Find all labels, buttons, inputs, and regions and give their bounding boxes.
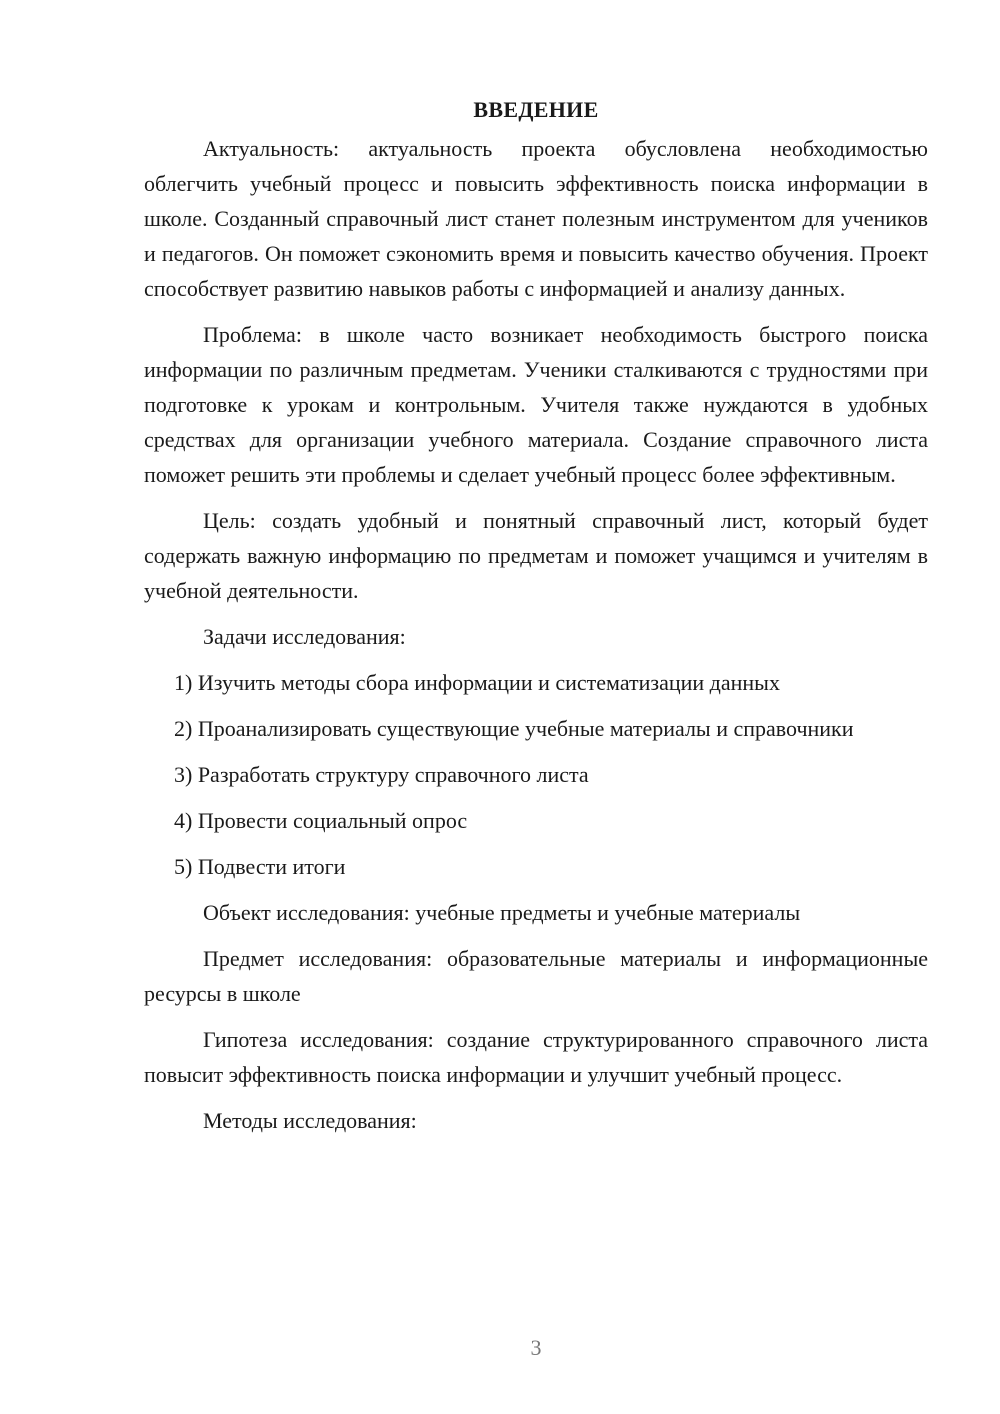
task-item-4: 4) Провести социальный опрос bbox=[174, 808, 468, 833]
object-paragraph: Объект исследования: учебные предметы и учебные материалы bbox=[203, 900, 801, 925]
relevance-paragraph: Актуальность: актуальность проекта обусловлена необходимостью облегчить учебный процесс и повысить эффективность поиска информации в школе. Созданный справочный лист станет полезным инструментом для учеников и педагогов. Он поможет сэкономить время и повысить качество обучения. Проект способствует развитию навыков работы с информацией и анализу данных. bbox=[144, 136, 928, 301]
page-number: 3 bbox=[530, 1335, 542, 1360]
document-page bbox=[144, 92, 928, 1149]
task-item-5: 5) Подвести итоги bbox=[174, 854, 346, 879]
task-item-3: 3) Разработать структуру справочного листа bbox=[174, 762, 589, 787]
methods-heading: Методы исследования: bbox=[203, 1108, 417, 1133]
hypothesis-paragraph: Гипотеза исследования: создание структурированного справочного листа повысит эффективность поиска информации и улучшит учебный процесс. bbox=[144, 1027, 928, 1087]
goal-paragraph: Цель: создать удобный и понятный справочный лист, который будет содержать важную информацию по предметам и поможет учащимся и учителям в учебной деятельности. bbox=[144, 508, 928, 603]
problem-paragraph: Проблема: в школе часто возникает необходимость быстрого поиска информации по различным предметам. Ученики сталкиваются с трудностями при подготовке к урокам и контрольным. Учителя также нуждаются в удобных средствах для организации учебного материала. Создание справочного листа поможет решить эти проблемы и сделает учебный процесс более эффективным. bbox=[144, 322, 928, 487]
tasks-heading: Задачи исследования: bbox=[203, 624, 406, 649]
task-item-2: 2) Проанализировать существующие учебные материалы и справочники bbox=[174, 716, 854, 741]
section-title: ВВЕДЕНИЕ bbox=[473, 97, 599, 122]
subject-paragraph: Предмет исследования: образовательные материалы и информационные ресурсы в школе bbox=[144, 946, 928, 1006]
task-item-1: 1) Изучить методы сбора информации и систематизации данных bbox=[174, 670, 780, 695]
